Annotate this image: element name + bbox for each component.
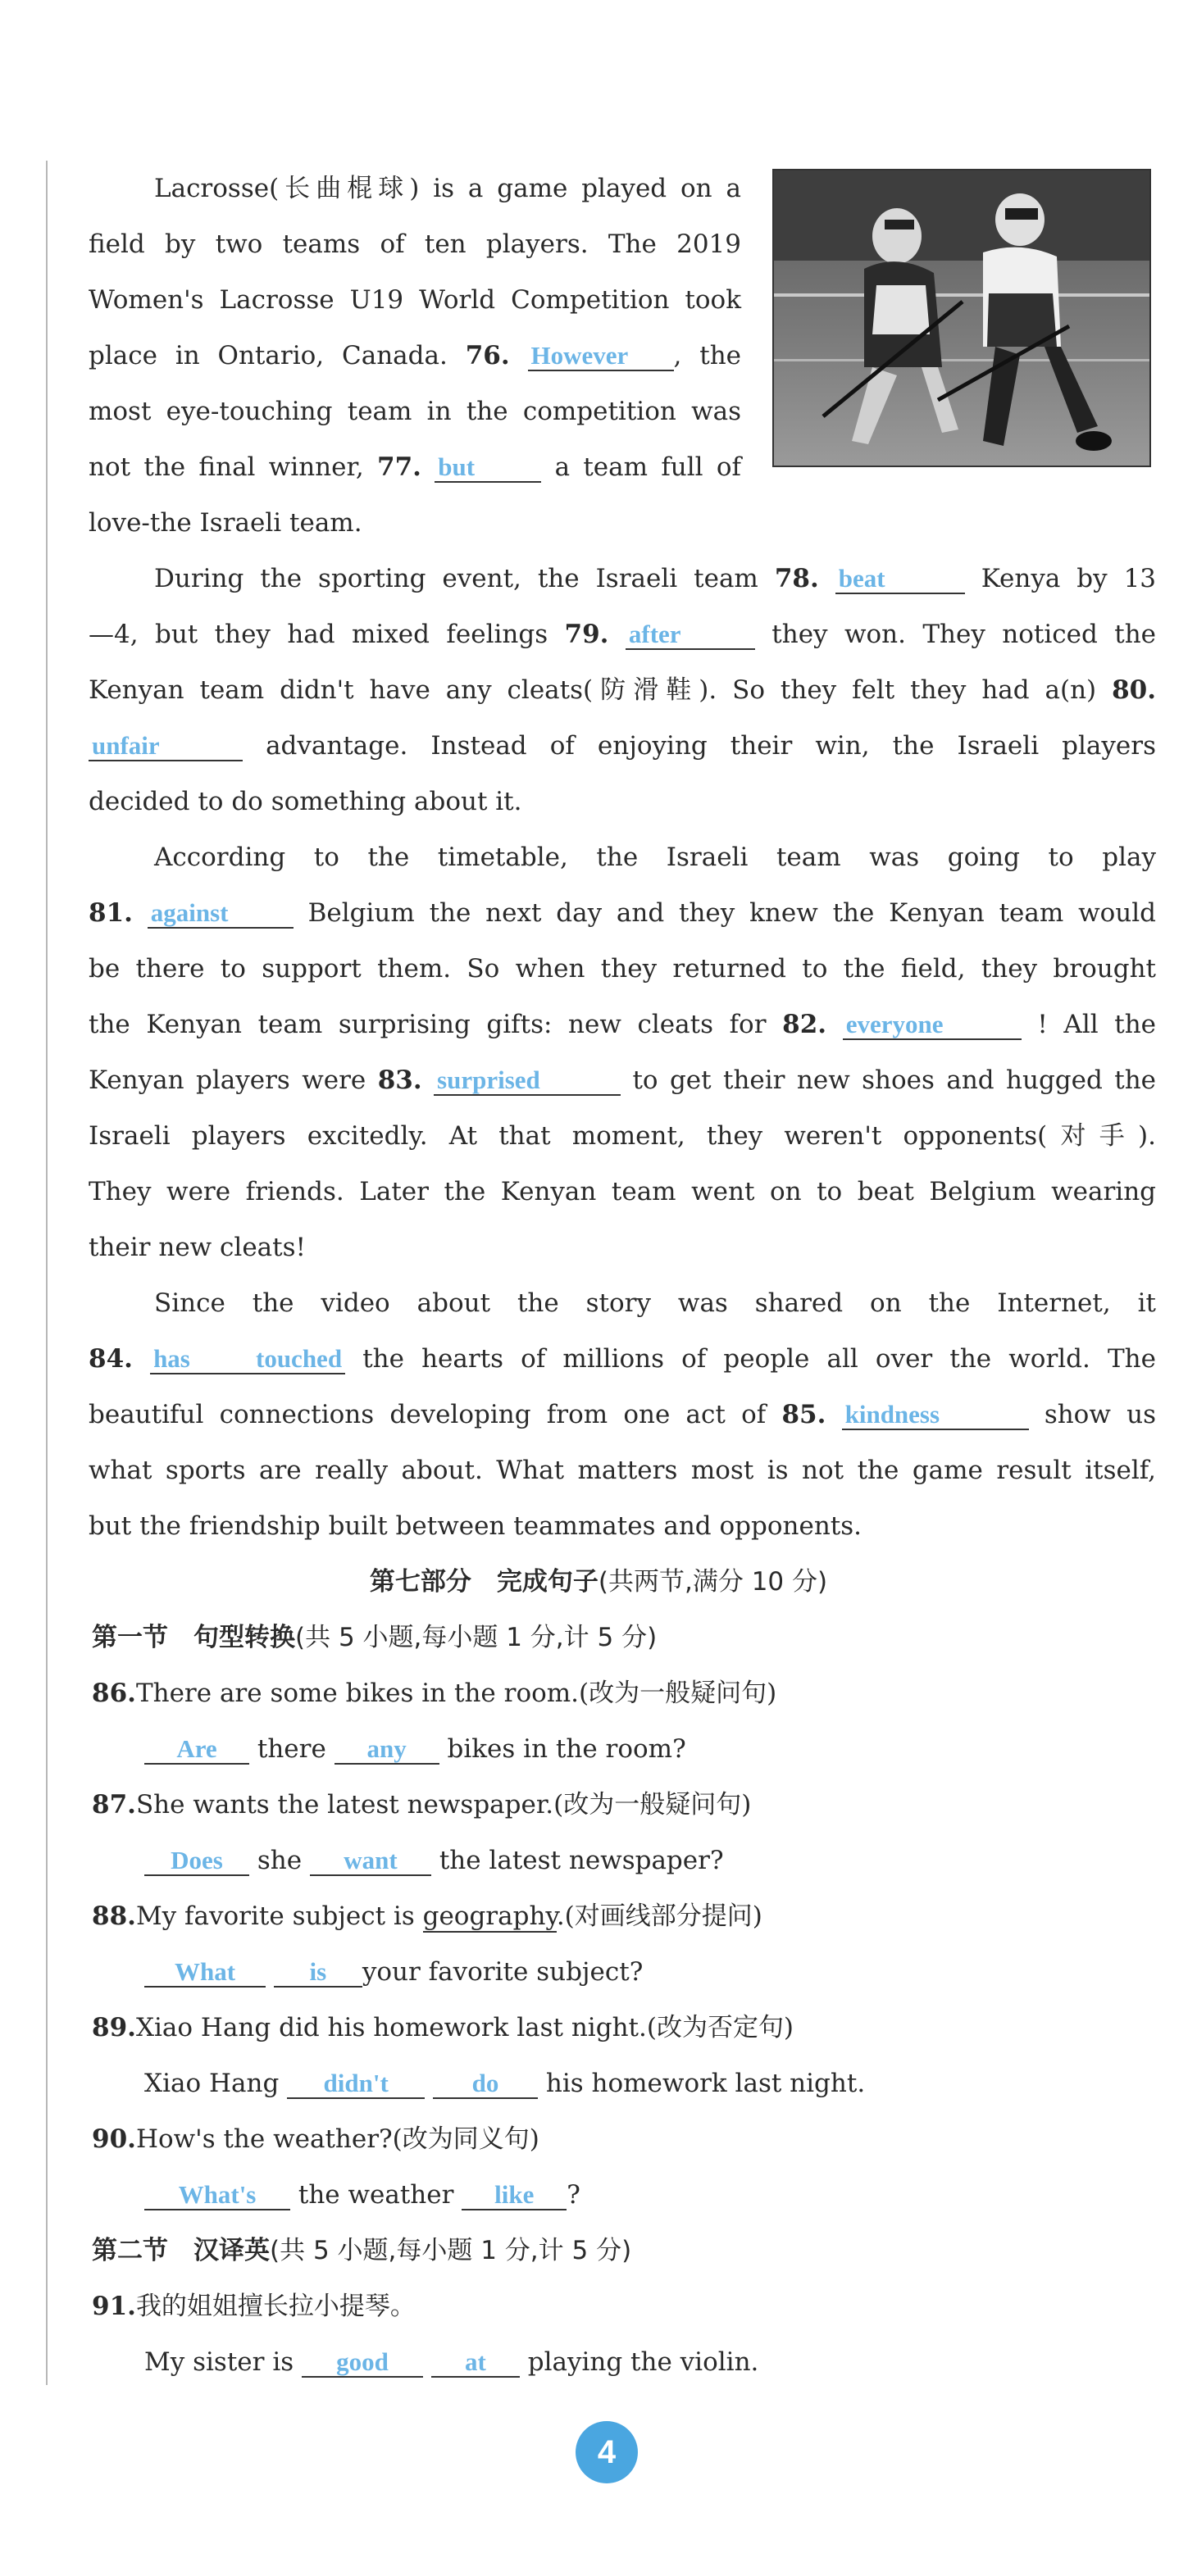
answer-87-1: Does <box>144 1847 249 1876</box>
answer-90-1: What's <box>144 2181 290 2210</box>
answer-line-89: Xiao Hang didn't do his homework last night. <box>144 2069 866 2098</box>
p1-line: field by two teams of ten players. The 2019 <box>89 229 741 259</box>
answer-88-1: What <box>144 1958 266 1988</box>
answer-line-88: What is your favorite subject? <box>144 1954 643 1990</box>
part-heading: 第七部分 完成句子(共两节,满分 10 分) <box>369 1567 828 1597</box>
p3-line: the Kenyan team surprising gifts: new cleats for 82. everyone ! All the <box>89 1010 1157 1039</box>
answer-87-2: want <box>310 1847 431 1876</box>
p4-line: but the friendship built between teammates and opponents. <box>89 1511 862 1541</box>
question-87: 87.She wants the latest newspaper.(改为一般疑问句) <box>92 1790 752 1820</box>
p4-line: beautiful connections developing from one act of 85. kindness show us <box>89 1400 1156 1429</box>
p2-line: Kenyan team didn't have any cleats(防滑鞋). So they felt they had a(n) 80. <box>89 675 1156 705</box>
p3-line: their new cleats! <box>89 1233 306 1262</box>
p1-line: Women's Lacrosse U19 World Competition took <box>89 285 741 315</box>
p2-line: unfair advantage. Instead of enjoying their win, the Israeli players <box>89 718 1156 774</box>
passage-paragraph-1 <box>89 161 741 551</box>
section-1-heading: 第一节 句型转换(共 5 小题,每小题 1 分,计 5 分) <box>92 1623 658 1652</box>
answer-86-1: Are <box>144 1735 249 1765</box>
p2-line: decided to do something about it. <box>89 787 522 816</box>
answer-89-2: do <box>433 2069 538 2099</box>
answer-line-87: Does she want the latest newspaper? <box>144 1842 724 1879</box>
section-2-heading: 第二节 汉译英(共 5 小题,每小题 1 分,计 5 分) <box>92 2236 632 2265</box>
p3-line: They were friends. Later the Kenyan team went on to beat Belgium wearing <box>89 1177 1156 1206</box>
answer-90-2: like <box>462 2181 567 2210</box>
passage-paragraph-2 <box>89 551 1156 829</box>
page-number-badge: 4 <box>576 2421 638 2483</box>
p4-line: what sports are really about. What matters most is not the game result itself, <box>89 1456 1156 1485</box>
answer-81: against <box>148 899 294 929</box>
answer-79: after <box>626 620 755 650</box>
question-88: 88.My favorite subject is geography.(对画线部分提问) <box>92 1901 762 1931</box>
answer-88-2: is <box>274 1958 362 1988</box>
question-90: 90.How's the weather?(改为同义句) <box>92 2124 539 2154</box>
answer-line-91: My sister is good at playing the violin. <box>144 2347 759 2377</box>
passage-paragraph-3 <box>89 829 1156 1275</box>
answer-80: unfair <box>89 732 243 761</box>
answer-83: surprised <box>434 1066 621 1096</box>
lacrosse-players-image <box>774 170 1149 466</box>
answer-line-90: What's the weather like ? <box>144 2177 580 2213</box>
p3-line: 81. against Belgium the next day and they knew the Kenyan team would <box>89 898 1157 928</box>
p3-line: Kenyan players were 83. surprised to get their new shoes and hugged the <box>89 1065 1157 1095</box>
answer-91-2: at <box>431 2348 520 2378</box>
p4-line: 84. has touched the hearts of millions of people all over the world. The <box>89 1344 1156 1374</box>
answer-89-1: didn't <box>287 2069 425 2099</box>
answer-77: but <box>435 453 541 483</box>
answer-82: everyone <box>843 1011 1022 1040</box>
p3-line: be there to support them. So when they returned to the field, they brought <box>89 954 1156 984</box>
answer-line-86: Are there any bikes in the room? <box>144 1731 686 1767</box>
p3-line: According to the timetable, the Israeli team was going to play <box>154 843 1156 872</box>
answer-85: kindness <box>842 1401 1029 1430</box>
question-86: 86.There are some bikes in the room.(改为一般疑问句) <box>92 1679 777 1708</box>
p2-line: —4, but they had mixed feelings 79. after they won. They noticed the <box>89 620 1157 649</box>
p1-line: not the final winner, 77. but a team full of <box>89 452 742 482</box>
p1-line: place in Ontario, Canada. 76. However , the <box>89 341 742 370</box>
underlined-word: geography <box>422 1901 557 1931</box>
passage-paragraph-4 <box>89 1275 1156 1554</box>
answer-91-1: good <box>302 2348 423 2378</box>
p3-line: Israeli players excitedly. At that moment, they weren't opponents(对手). <box>89 1121 1156 1151</box>
p1-line: Lacrosse(长曲棍球) is a game played on a <box>154 174 741 203</box>
lacrosse-photo <box>772 169 1151 467</box>
p1-line: love-the Israeli team. <box>89 508 362 538</box>
answer-76: However <box>528 342 674 371</box>
answer-78: beat <box>835 565 965 594</box>
answer-86-2: any <box>335 1735 439 1765</box>
p1-line: most eye-touching team in the competition was <box>89 397 741 426</box>
p4-line: Since the video about the story was shared on the Internet, it <box>154 1288 1156 1318</box>
p2-line: During the sporting event, the Israeli team 78. beat Kenya by 13 <box>154 564 1157 593</box>
question-91: 91.我的姐姐擅长拉小提琴。 <box>92 2292 416 2321</box>
question-89: 89.Xiao Hang did his homework last night.(改为否定句) <box>92 2013 794 2042</box>
answer-84: has touched <box>150 1345 345 1374</box>
